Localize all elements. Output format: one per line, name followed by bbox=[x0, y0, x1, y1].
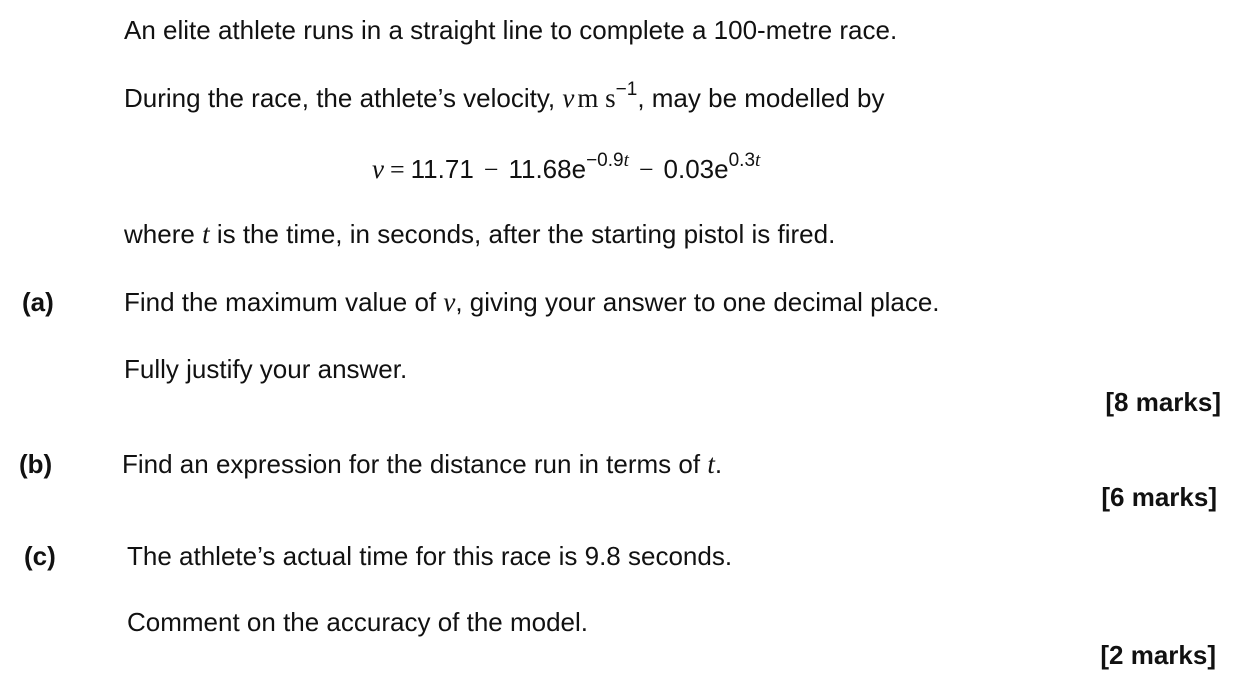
equation-exp2-t: t bbox=[755, 150, 761, 171]
intro-text: An elite athlete runs in a straight line to complete a 100-metre race. bbox=[124, 15, 898, 45]
part-c-label: (c) bbox=[24, 541, 56, 571]
equation-exp2: 0.3 bbox=[728, 150, 756, 171]
velocity-text: During the race, the athlete’s velocity, bbox=[124, 83, 556, 113]
equation-term3: 0.03e bbox=[663, 154, 729, 184]
part-a-text-end: , giving your answer to one decimal place. bbox=[455, 287, 940, 317]
part-b-question bbox=[122, 451, 722, 478]
part-a-label: (a) bbox=[22, 287, 54, 317]
part-c-comment: Comment on the accuracy of the model. bbox=[127, 607, 589, 637]
intro-line-velocity bbox=[124, 79, 885, 113]
equation-exp1: −0.9 bbox=[586, 150, 624, 171]
part-a-text: Find the maximum value of bbox=[124, 287, 437, 317]
equation-term2: 11.68e bbox=[508, 154, 587, 184]
intro-line-race bbox=[124, 17, 897, 43]
velocity-symbol: v bbox=[562, 83, 575, 113]
part-c-question: The athlete’s actual time for this race is 9.8 seconds. bbox=[127, 541, 733, 571]
part-a-justify: Fully justify your answer. bbox=[124, 354, 408, 384]
part-b-text-end: . bbox=[714, 449, 723, 479]
intro-line-time bbox=[124, 221, 835, 248]
time-text-end: is the time, in seconds, after the starting pistol is fired. bbox=[216, 219, 836, 249]
part-b-var: t bbox=[707, 449, 715, 479]
equation-minus2: − bbox=[638, 155, 654, 184]
equation-lhs: v bbox=[372, 154, 384, 184]
part-b-text: Find an expression for the distance run in terms of bbox=[122, 449, 701, 479]
velocity-text-end: , may be modelled by bbox=[637, 83, 885, 113]
equation-minus1: − bbox=[483, 155, 499, 184]
velocity-unit: m s bbox=[577, 83, 616, 113]
time-symbol: t bbox=[202, 219, 210, 249]
part-a-question bbox=[124, 289, 940, 316]
part-c-marks: [2 marks] bbox=[1100, 640, 1216, 670]
equation-const1: 11.71 bbox=[410, 154, 474, 184]
part-a-marks: [8 marks] bbox=[1105, 387, 1221, 417]
unit-exponent: −1 bbox=[615, 79, 638, 100]
part-a-var: v bbox=[443, 287, 456, 317]
part-b-marks: [6 marks] bbox=[1101, 482, 1217, 512]
time-text-start: where bbox=[124, 219, 195, 249]
velocity-equation bbox=[372, 150, 761, 184]
equation-equals: = bbox=[389, 155, 405, 184]
equation-exp1-t: t bbox=[623, 150, 629, 171]
part-b-label: (b) bbox=[19, 449, 53, 479]
